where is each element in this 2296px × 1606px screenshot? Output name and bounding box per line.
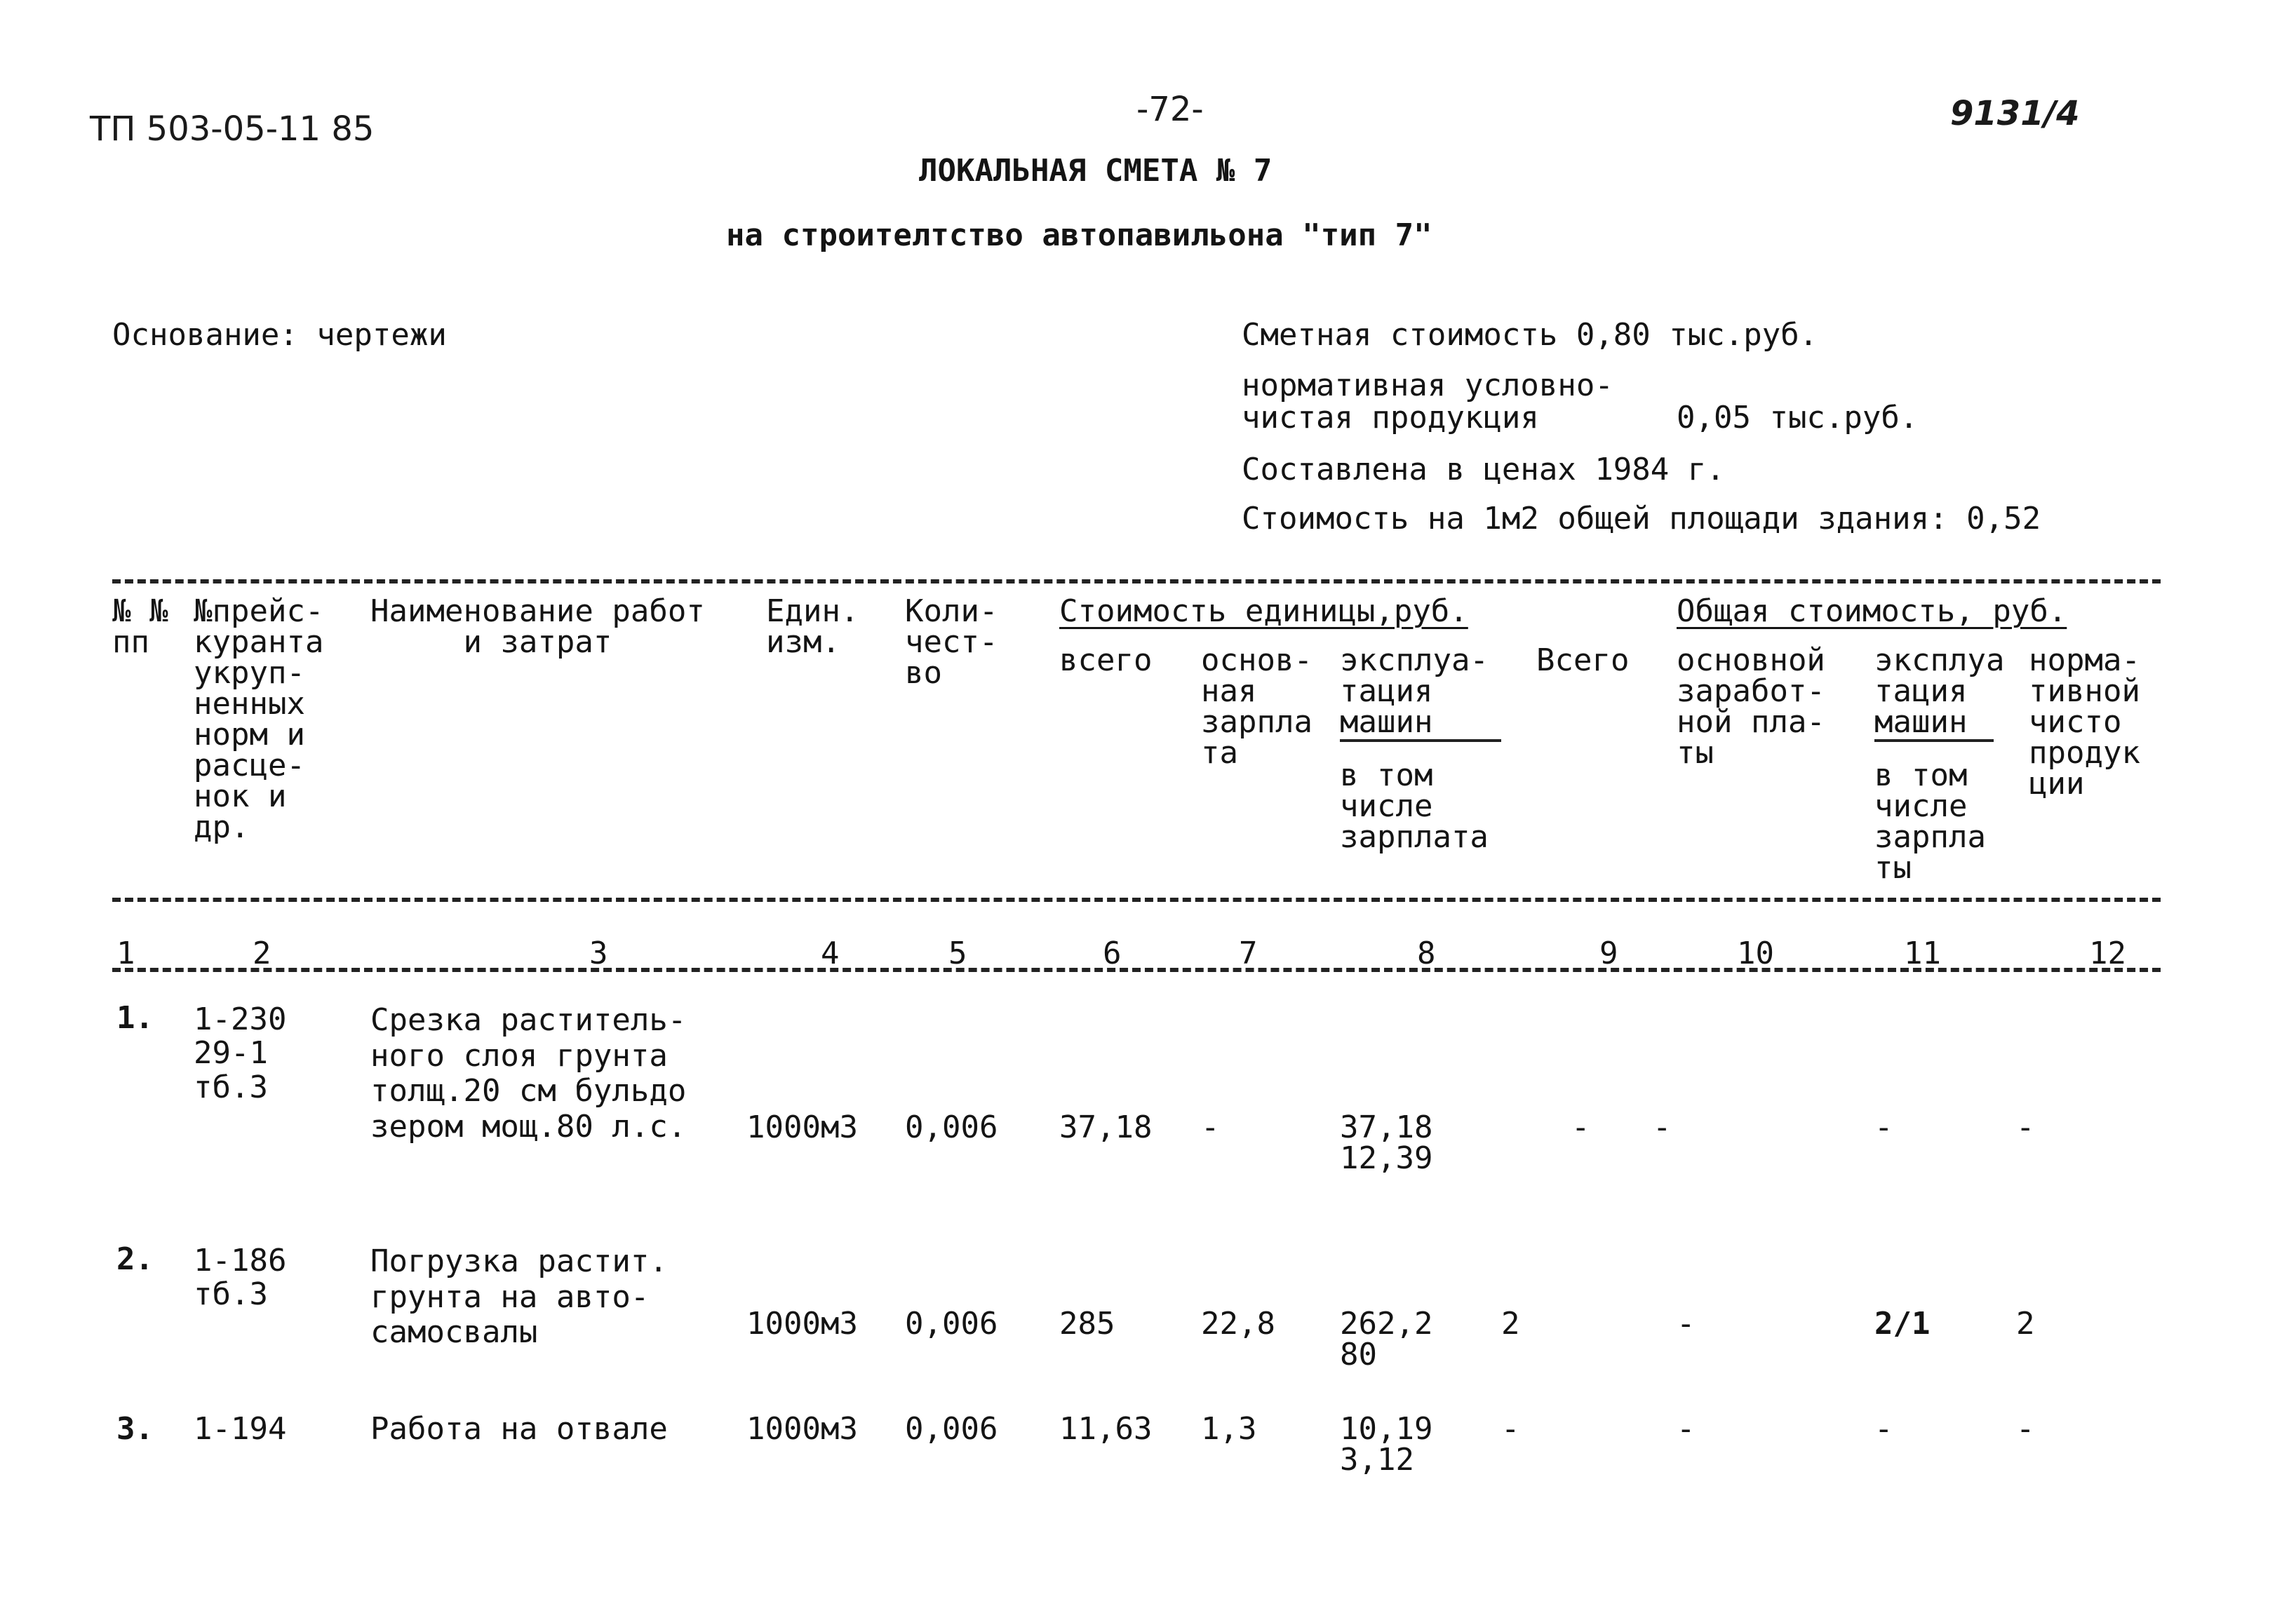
header-price-code: №прейс- куранта укруп- ненных норм и расце- нок и др. xyxy=(194,593,324,845)
column-number: 6 xyxy=(1103,936,1122,971)
row-unit-machines: 10,19 3,12 xyxy=(1340,1411,1433,1478)
row-total-machines: - xyxy=(1874,1109,1893,1145)
row-unit-machines: 37,18 12,39 xyxy=(1340,1109,1433,1176)
header-work-name: Наименование работ и затрат xyxy=(370,593,705,660)
header-normative: норма- тивной чисто продук ции xyxy=(2029,642,2140,802)
row-total-all: - xyxy=(1571,1109,1590,1145)
row-unit: 1000м3 xyxy=(746,1411,858,1447)
prices-year: Составлена в ценах 1984 г. xyxy=(1242,452,1725,487)
header-unit-machines: эксплуа- тация машин xyxy=(1340,642,1489,740)
header-total-base-salary: основной заработ- ной пла- ты xyxy=(1677,642,1825,771)
row-quantity: 0,006 xyxy=(905,1109,998,1145)
row-total-machines: - xyxy=(1874,1411,1893,1447)
estimate-cost: Сметная стоимость 0,80 тыс.руб. xyxy=(1242,317,1818,353)
row-unit: 1000м3 xyxy=(746,1109,858,1145)
column-number: 12 xyxy=(2089,936,2126,971)
column-number: 9 xyxy=(1599,936,1618,971)
row-total-base-salary: - xyxy=(1653,1109,1672,1145)
header-row-number: № № пп xyxy=(112,593,168,660)
row-unit: 1000м3 xyxy=(746,1306,858,1342)
column-number: 3 xyxy=(589,936,608,971)
header-unit-total: всего xyxy=(1059,642,1153,678)
column-number: 7 xyxy=(1239,936,1258,971)
column-number: 11 xyxy=(1904,936,1941,971)
header-unit: Един. изм. xyxy=(766,593,859,660)
row-unit-machines: 262,2 80 xyxy=(1340,1306,1433,1372)
column-number: 10 xyxy=(1737,936,1774,971)
column-number: 5 xyxy=(948,936,967,971)
column-number: 1 xyxy=(116,936,135,971)
row-total-base-salary: - xyxy=(1677,1411,1696,1447)
row-price-code: 1-230 29-1 тб.3 xyxy=(194,1001,287,1105)
row-total-machines: 2/1 xyxy=(1874,1306,1931,1342)
header-unit-salary: основ- ная зарпла та xyxy=(1201,642,1313,771)
column-number: 4 xyxy=(821,936,840,971)
row-unit-total: 285 xyxy=(1059,1306,1115,1342)
normative-label-line1: нормативная условно- xyxy=(1242,367,1613,403)
document-subtitle: на строителтство автопавильона "тип 7" xyxy=(726,217,1432,253)
row-normative: - xyxy=(2016,1109,2035,1145)
row-normative: - xyxy=(2016,1411,2035,1447)
header-total-cost-group: Общая стоимость, руб. xyxy=(1677,593,2067,629)
document-code: ТП 503-05-11 85 xyxy=(90,109,375,149)
row-number: 1. xyxy=(116,1000,154,1036)
row-unit-salary: - xyxy=(1201,1109,1220,1145)
row-unit-salary: 1,3 xyxy=(1201,1411,1257,1447)
row-number: 2. xyxy=(116,1241,154,1277)
row-unit-total: 11,63 xyxy=(1059,1411,1153,1447)
cost-per-m2: Стоимость на 1м2 общей площади здания: 0,52 xyxy=(1242,501,2041,537)
document-id: 9131/4 xyxy=(1950,94,2080,133)
header-quantity: Коли- чест- во xyxy=(905,593,998,691)
row-total-base-salary: - xyxy=(1677,1306,1696,1342)
row-unit-salary: 22,8 xyxy=(1201,1306,1275,1342)
header-unit-cost-group: Стоимость единицы,руб. xyxy=(1059,593,1468,629)
table-top-rule xyxy=(112,579,2161,583)
header-total-machines: эксплуа тация машин xyxy=(1874,642,2005,740)
row-quantity: 0,006 xyxy=(905,1306,998,1342)
document-title: ЛОКАЛЬНАЯ СМЕТА № 7 xyxy=(919,153,1273,189)
row-unit-total: 37,18 xyxy=(1059,1109,1153,1145)
column-number: 2 xyxy=(253,936,271,971)
row-work-name: Срезка раститель- ного слоя грунта толщ.20 см бульдо зером мощ.80 л.с. xyxy=(370,1002,687,1145)
basis-line: Основание: чертежи xyxy=(112,317,447,353)
column-numbers-rule xyxy=(112,968,2161,972)
row-total-all: - xyxy=(1501,1411,1520,1447)
row-number: 3. xyxy=(116,1411,154,1447)
row-price-code: 1-186 тб.3 xyxy=(194,1243,287,1313)
header-machines-divider xyxy=(1340,739,1501,742)
row-work-name: Работа на отвале xyxy=(370,1411,668,1447)
normative-label-line2: чистая продукция xyxy=(1242,400,1539,436)
page-number: -72- xyxy=(1136,90,1204,129)
header-unit-machines-salary: в том числе зарплата xyxy=(1340,757,1489,855)
row-total-all: 2 xyxy=(1501,1306,1520,1342)
column-number: 8 xyxy=(1417,936,1436,971)
row-quantity: 0,006 xyxy=(905,1411,998,1447)
normative-value: 0,05 тыс.руб. xyxy=(1677,400,1919,436)
header-total-machines-divider xyxy=(1874,739,1994,742)
row-normative: 2 xyxy=(2016,1306,2035,1342)
header-total-machines-salary: в том числе зарпла ты xyxy=(1874,757,1986,886)
header-bottom-rule xyxy=(112,898,2161,902)
row-price-code: 1-194 xyxy=(194,1411,287,1447)
header-total-all: Всего xyxy=(1536,642,1630,678)
row-work-name: Погрузка растит. грунта на авто- самосвалы xyxy=(370,1243,668,1351)
